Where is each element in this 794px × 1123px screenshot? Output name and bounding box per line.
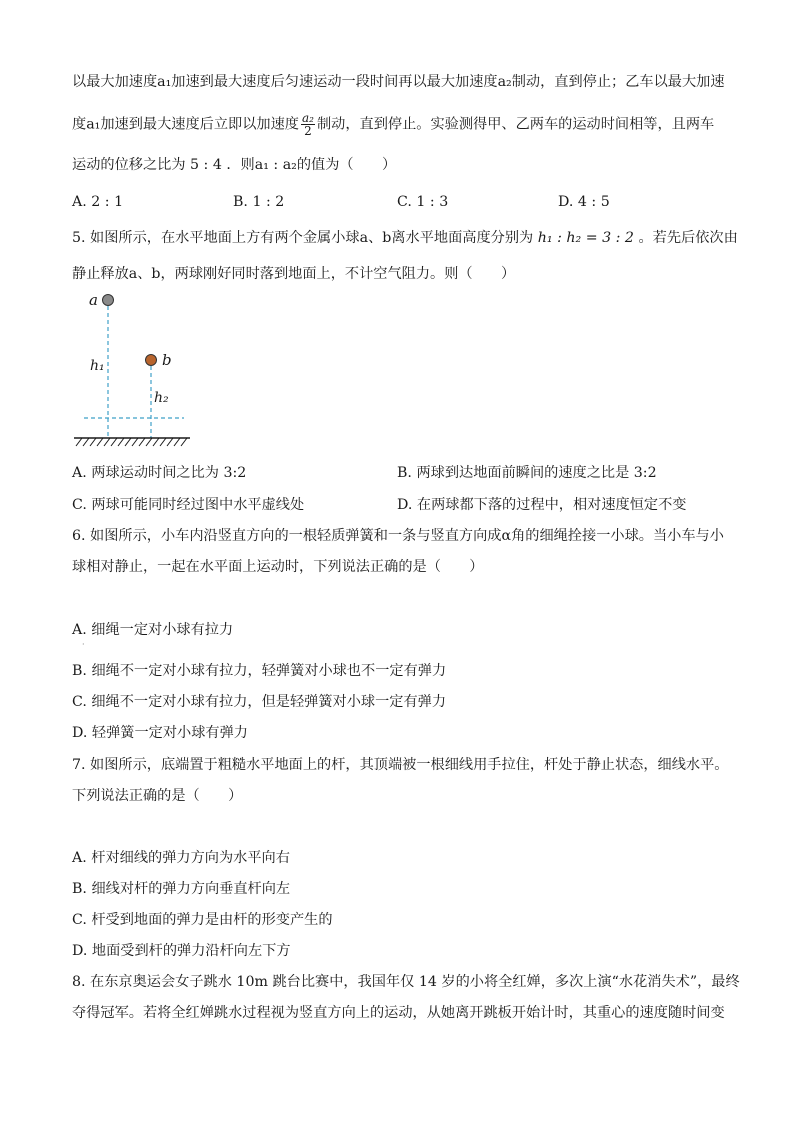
q5-option-d[interactable]: D. 在两球都下落的过程中，相对速度恒定不变 — [397, 497, 687, 513]
q8-line-2: 夺得冠军。若将全红婵跳水过程视为竖直方向上的运动，从她离开跳板开始计时，其重心的速度随时间变 — [72, 1005, 725, 1021]
q5-label-h1: h₁ — [90, 358, 105, 374]
q5-option-b[interactable]: B. 两球到达地面前瞬间的速度之比是 3:2 — [397, 465, 657, 481]
q5-line-1 — [72, 228, 738, 248]
q5-line-1-end: 。若先后依次由 — [638, 230, 738, 246]
q6-option-b[interactable]: B. 细绳不一定对小球有拉力，轻弹簧对小球也不一定有弹力 — [72, 663, 447, 679]
q4-line-2 — [72, 112, 714, 137]
q4-option-b[interactable]: B. 1 : 2 — [233, 194, 285, 210]
q4-line-3: 运动的位移之比为 5 : 4 ．则a₁ : a₂的值为（ ） — [72, 157, 397, 173]
q8-line-1: 8. 在东京奥运会女子跳水 10m 跳台比赛中，我国年仅 14 岁的小将全红婵，多次上演“水花消失术”，最终 — [72, 974, 740, 990]
q5-label-a: a — [89, 291, 98, 309]
q6-option-d[interactable]: D. 轻弹簧一定对小球有弹力 — [72, 725, 248, 741]
q7-option-a[interactable]: A. 杆对细线的弹力方向为水平向右 — [72, 850, 290, 866]
q5-ball-b — [146, 355, 157, 366]
q5-height-ratio: h₁ : h₂ = 3 : 2 — [537, 230, 634, 246]
q5-label-h2: h₂ — [154, 390, 169, 406]
q6-line-1: 6. 如图所示，小车内沿竖直方向的一根轻质弹簧和一条与竖直方向成α角的细绳拴接一小球。当小车与小 — [72, 528, 724, 544]
q4-option-c[interactable]: C. 1 : 3 — [397, 194, 449, 210]
q6-option-c[interactable]: C. 细绳不一定对小球有拉力，但是轻弹簧对小球一定有弹力 — [72, 694, 447, 710]
q5-option-a[interactable]: A. 两球运动时间之比为 3:2 — [72, 465, 247, 481]
q6-stray-dot: · — [82, 640, 85, 649]
q4-fraction-numerator: a₂ — [301, 111, 314, 125]
q4-line-2-end: 制动，直到停止。实验测得甲、乙两车的运动时间相等，且两车 — [316, 116, 715, 133]
q5-ball-a — [103, 295, 114, 306]
q5-line-2: 静止释放a、b，两球刚好同时落到地面上，不计空气阻力。则（ ） — [72, 266, 516, 282]
q4-option-a[interactable]: A. 2 : 1 — [72, 194, 124, 210]
q4-line-2-start: 度a₁加速到最大速度后立即以加速度 — [72, 116, 299, 133]
q5-ground-hatching — [76, 438, 187, 446]
q7-option-b[interactable]: B. 细线对杆的弹力方向垂直杆向左 — [72, 881, 291, 897]
q4-option-d[interactable]: D. 4 : 5 — [558, 194, 610, 210]
q5-label-b: b — [162, 351, 172, 369]
q6-option-a[interactable]: A. 细绳一定对小球有拉力 — [72, 622, 234, 638]
q4-fraction-denominator: 2 — [304, 124, 312, 138]
q7-option-c[interactable]: C. 杆受到地面的弹力是由杆的形变产生的 — [72, 912, 333, 928]
q4-fraction — [301, 112, 315, 137]
q5-option-c[interactable]: C. 两球可能同时经过图中水平虚线处 — [72, 497, 305, 513]
q5-figure — [72, 288, 202, 456]
q7-line-1: 7. 如图所示，底端置于粗糙水平地面上的杆，其顶端被一根细线用手拉住，杆处于静止状态，细线水平。 — [72, 757, 729, 773]
q6-line-2: 球相对静止，一起在水平面上运动时，下列说法正确的是（ ） — [72, 559, 484, 575]
q7-option-d[interactable]: D. 地面受到杆的弹力沿杆向左下方 — [72, 943, 291, 959]
q7-line-2: 下列说法正确的是（ ） — [72, 788, 243, 804]
q4-line-1: 以最大加速度a₁加速到最大速度后匀速运动一段时间再以最大加速度a₂制动，直到停止；乙车以最大加速 — [72, 74, 725, 90]
q5-line-1-start: 5. 如图所示，在水平地面上方有两个金属小球a、b离水平地面高度分别为 — [72, 230, 534, 246]
